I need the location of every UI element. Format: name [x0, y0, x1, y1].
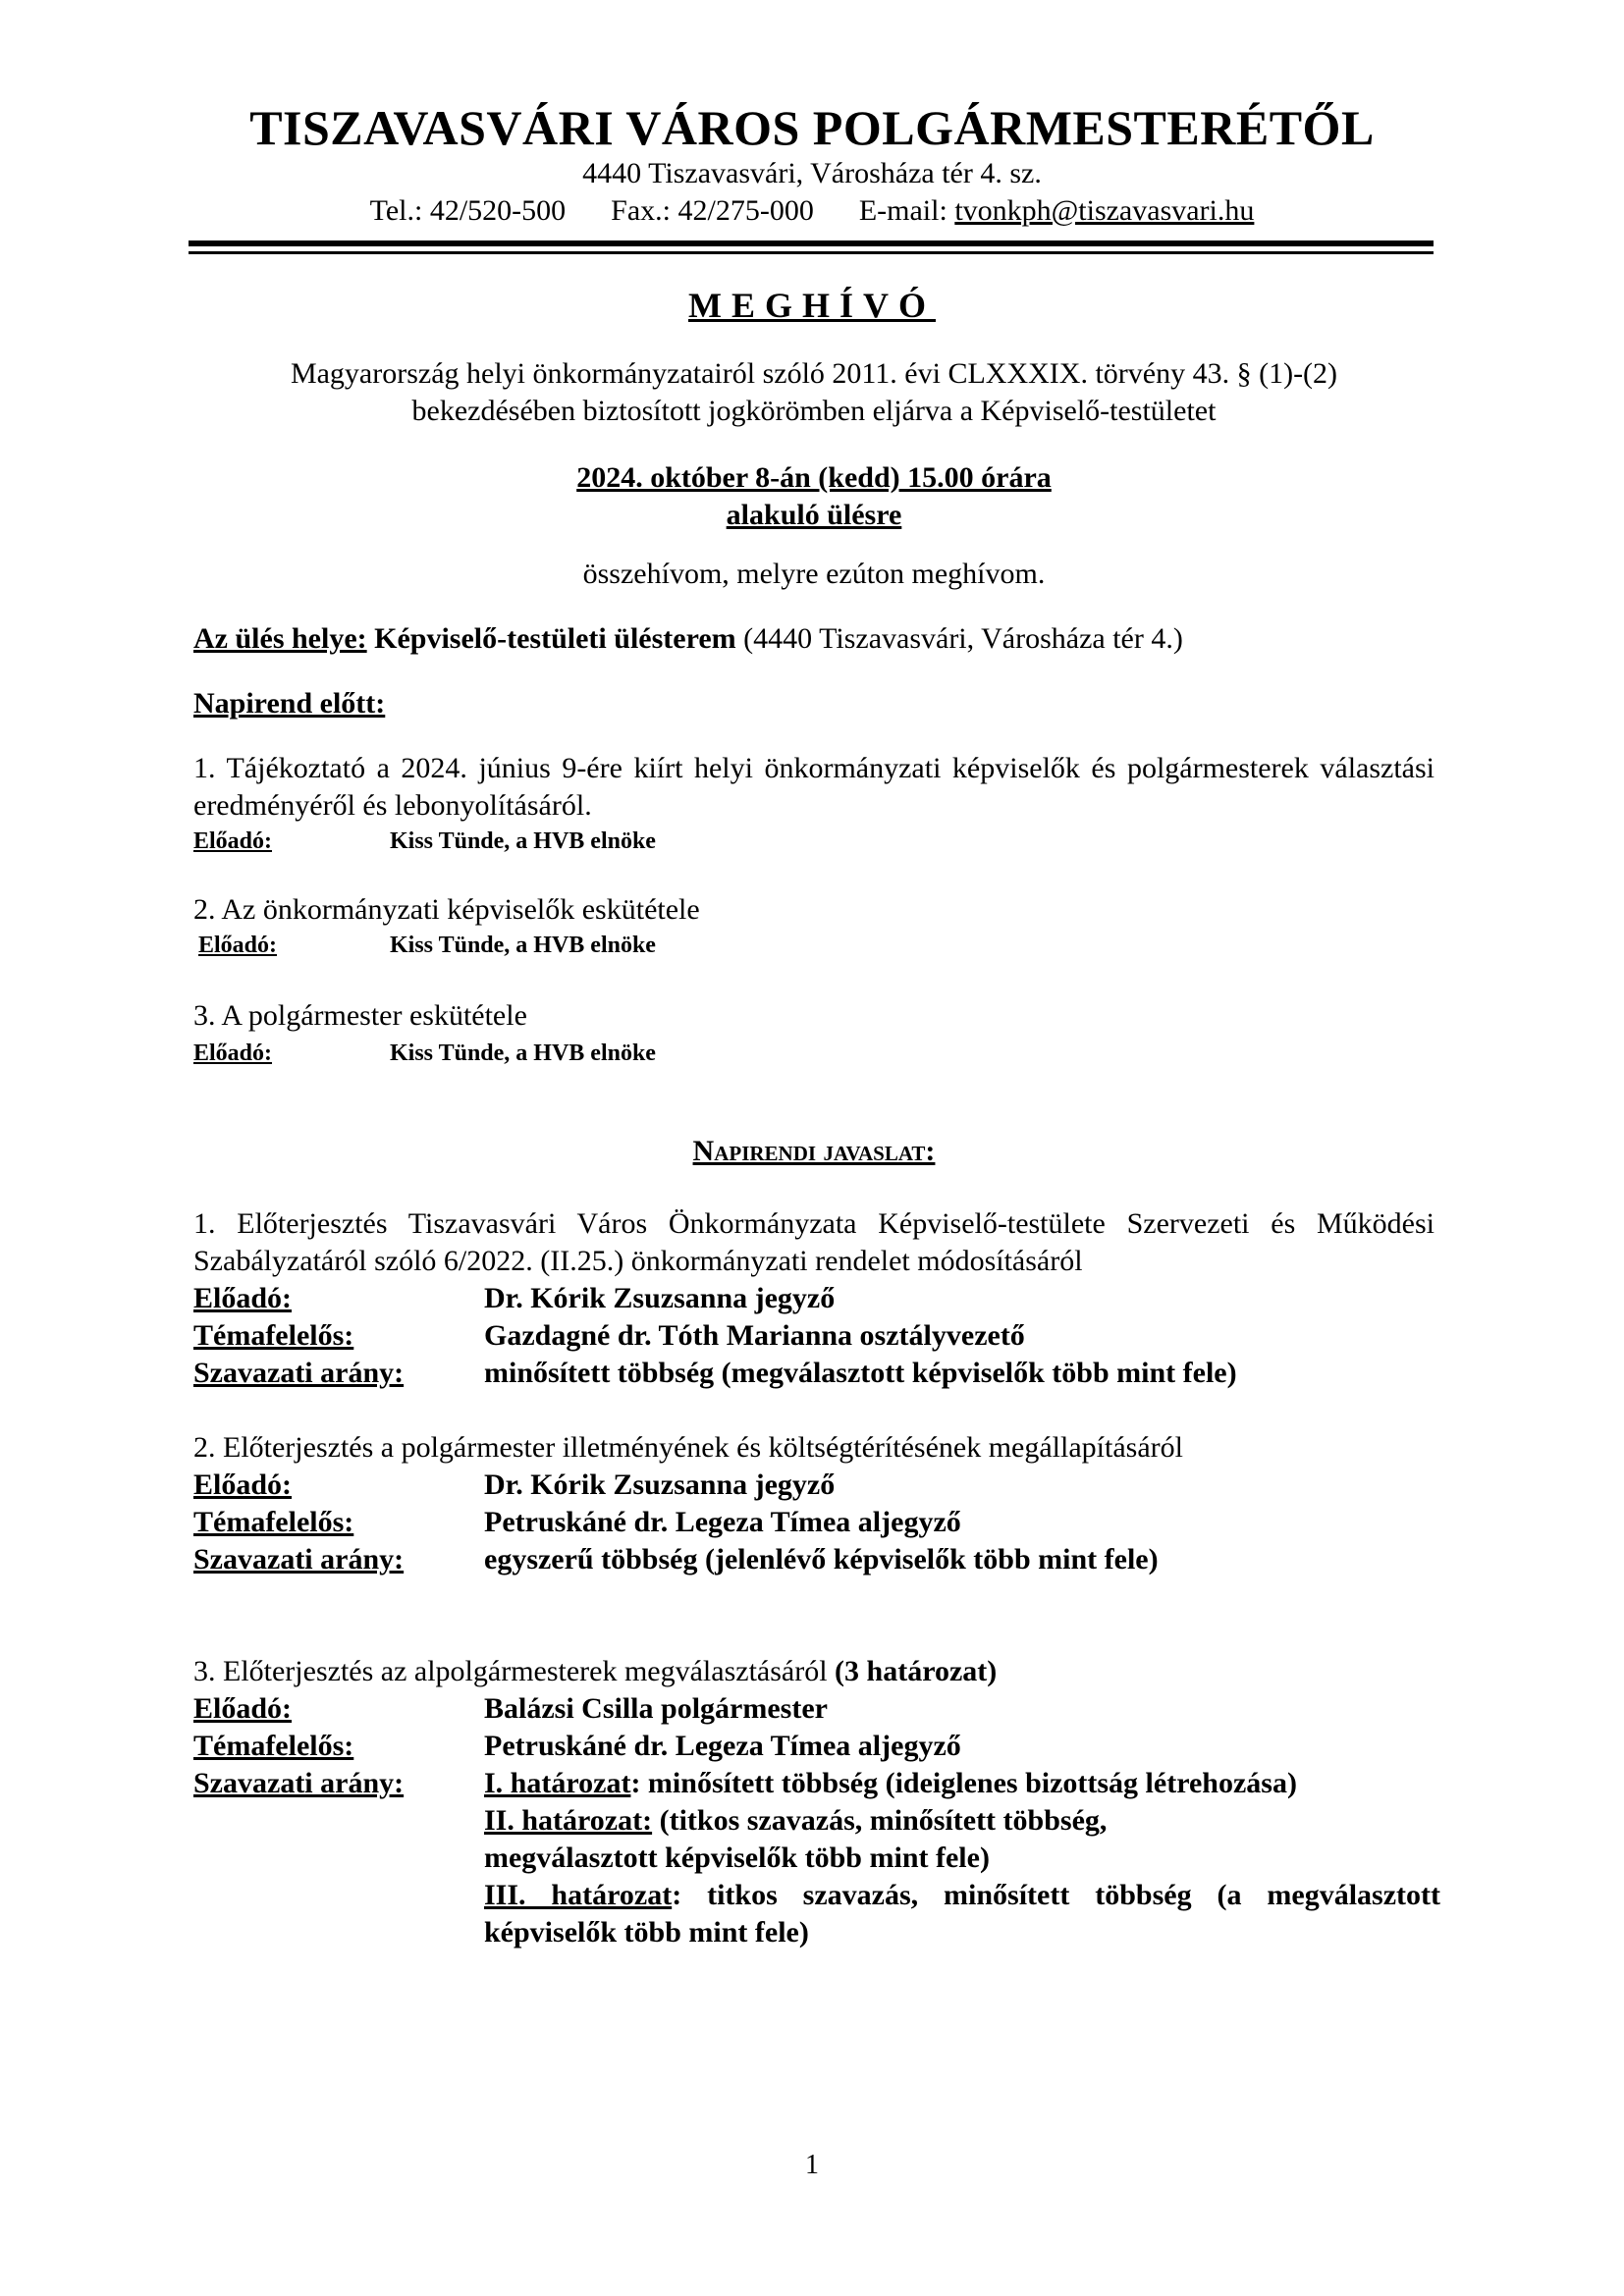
letterhead-tel: Tel.: 42/520-500 [369, 194, 567, 227]
resolution-2-text: (titkos szavazás, minősített többség, megválasztott képviselők több mint fele) [484, 1804, 1108, 1874]
venue-label: Az ülés helye: [193, 622, 367, 655]
agenda-item-1-details [193, 1280, 1440, 1392]
agenda-item-2-details [193, 1467, 1440, 1578]
letterhead-address: 4440 Tiszavasvári, Városháza tér 4. sz. [582, 157, 1042, 189]
pre-agenda-item-2: 2. Az önkormányzati képviselők eskütétele [193, 893, 700, 926]
meeting-date: 2024. október 8-án (kedd) 15.00 órára [576, 461, 1052, 494]
resolution-3-text: : titkos szavazás, minősített többség (a megválasztott képviselők több mint fele) [484, 1879, 1440, 1949]
speaker-label: Előadó: [198, 933, 278, 958]
letterhead-divider-thin [189, 251, 1434, 254]
presenter-label: Előadó: [193, 1692, 293, 1725]
pre-agenda-item-3: 3. A polgármester eskütétele [193, 999, 527, 1032]
speaker-name: Kiss Tünde, a HVB elnöke [390, 933, 656, 958]
resolution-3-label: III. határozat [484, 1879, 673, 1911]
pre-agenda-item-2-speaker [198, 931, 656, 960]
convene-text: összehívom, melyre ezúton meghívom. [582, 558, 1046, 590]
resolution-3 [484, 1877, 1440, 1951]
agenda-heading: Napirendi javaslat: [692, 1135, 936, 1167]
speaker-label: Előadó: [193, 828, 273, 854]
presenter-label: Előadó: [193, 1282, 293, 1314]
vote-requirement: egyszerű többség (jelenlévő képviselők több mint fele) [484, 1543, 1159, 1575]
letterhead-email-label: E-mail: [858, 194, 955, 227]
responsible-name: Petruskáné dr. Legeza Tímea aljegyző [484, 1730, 961, 1762]
venue-address: (4440 Tiszavasvári, Városháza tér 4.) [735, 622, 1183, 655]
intro-line-2: bekezdésében biztosított jogkörömben eljárva a Képviselő-testületet [411, 395, 1217, 427]
resolution-1-label: I. határozat [484, 1767, 631, 1799]
venue-name: Képviselő-testületi ülésterem [374, 622, 736, 655]
pre-agenda-item-3-speaker [193, 1039, 656, 1068]
letterhead-title: TISZAVASVÁRI VÁROS POLGÁRMESTERÉTŐL [249, 100, 1375, 155]
speaker-name: Kiss Tünde, a HVB elnöke [390, 1041, 656, 1066]
pre-agenda-item-1-speaker [193, 827, 656, 856]
resolution-2-label: II. határozat: [484, 1804, 653, 1837]
meeting-type: alakuló ülésre [726, 499, 902, 531]
vote-label: Szavazati arány: [193, 1543, 405, 1575]
letterhead-divider-thick [189, 240, 1434, 246]
presenter-name: Dr. Kórik Zsuzsanna jegyző [484, 1468, 836, 1501]
resolution-2 [484, 1802, 1211, 1877]
page-number: 1 [805, 2150, 819, 2180]
presenter-label: Előadó: [193, 1468, 293, 1501]
speaker-name: Kiss Tünde, a HVB elnöke [390, 828, 656, 854]
venue-line [193, 620, 1435, 658]
pre-agenda-item-1: 1. Tájékoztató a 2024. június 9-ére kiírt helyi önkormányzati képviselők és polgármesterek választási eredményéről és lebonyolításáról. [193, 752, 1435, 822]
agenda-item-2: 2. Előterjesztés a polgármester illetményének és költségtérítésének megállapításáról [193, 1431, 1183, 1464]
presenter-name: Balázsi Csilla polgármester [484, 1692, 828, 1725]
pre-agenda-heading: Napirend előtt: [193, 687, 386, 720]
letterhead-email-link[interactable]: tvonkph@tiszavasvari.hu [954, 194, 1255, 227]
resolution-1 [484, 1765, 1440, 1802]
responsible-label: Témafelelős: [193, 1319, 354, 1352]
vote-label: Szavazati arány: [193, 1357, 405, 1389]
agenda-item-1: 1. Előterjesztés Tiszavasvári Város Önkormányzata Képviselő-testülete Szervezeti és Működési Szabályzatáról szóló 6/2022. (II.25.) önkormányzati rendelet módosításáról [193, 1207, 1435, 1277]
letterhead-fax: Fax.: 42/275-000 [611, 194, 814, 227]
responsible-label: Témafelelős: [193, 1730, 354, 1762]
agenda-item-3-resolution-count: (3 határozat) [835, 1655, 998, 1687]
agenda-item-3 [193, 1653, 1435, 1690]
responsible-name: Gazdagné dr. Tóth Marianna osztályvezető [484, 1319, 1025, 1352]
speaker-label: Előadó: [193, 1041, 273, 1066]
letterhead-contact [0, 193, 1624, 229]
vote-requirement: minősített többség (megválasztott képviselők több mint fele) [484, 1357, 1237, 1389]
vote-label: Szavazati arány: [193, 1767, 405, 1799]
intro-line-1: Magyarország helyi önkormányzatairól szóló 2011. évi CLXXXIX. törvény 43. § (1)-(2) [290, 357, 1338, 390]
document-title: MEGHÍVÓ [687, 286, 936, 325]
vote-resolutions [484, 1765, 1440, 1951]
resolution-1-text: : minősített többség (ideiglenes bizottság létrehozása) [630, 1767, 1297, 1799]
presenter-name: Dr. Kórik Zsuzsanna jegyző [484, 1282, 836, 1314]
responsible-label: Témafelelős: [193, 1506, 354, 1538]
agenda-item-3-text: 3. Előterjesztés az alpolgármesterek megválasztásáról [193, 1655, 836, 1687]
agenda-item-3-details [193, 1690, 1440, 1951]
responsible-name: Petruskáné dr. Legeza Tímea aljegyző [484, 1506, 961, 1538]
